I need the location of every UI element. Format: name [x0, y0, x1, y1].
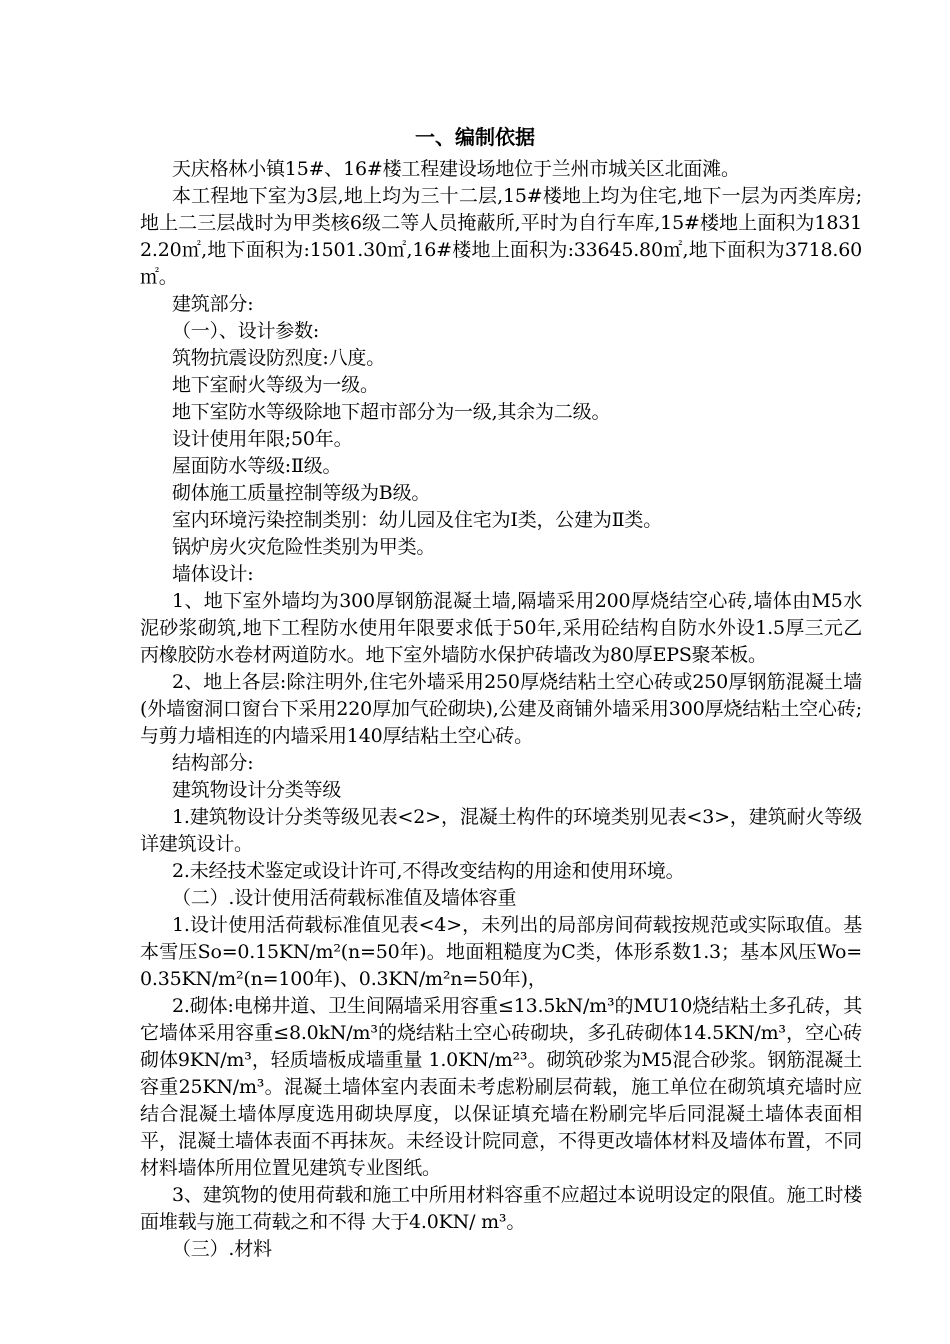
paragraph-basement-walls: 1、地下室外墙均为300厚钢筋混凝土墙,隔墙采用200厚烧结空心砖,墙体由M5水泥砂浆砌筑,地下工程防水使用年限要求低于50年,采用砼结构自防水外设1.5厚三元乙丙橡胶防水卷材两道防水。地下室外墙防水保护砖墙改为80厚EPS聚苯板。	[140, 590, 862, 666]
section-title: 一、编制依据	[415, 125, 535, 149]
paragraph-fire-rating: 地下室耐火等级为一级。	[172, 374, 379, 396]
heading-live-load: （二）.设计使用活荷载标准值及墙体容重	[172, 887, 517, 909]
heading-materials: （三）.材料	[172, 1238, 272, 1260]
paragraph-overview: 本工程地下室为3层,地上均为三十二层,15#楼地上均为住宅,地下一层为丙类库房;地上二三层战时为甲类核6级二等人员掩蔽所,平时为自行车库,15#楼地上面积为18312.20㎡,地下面积为:1501.30㎡,16#楼地上面积为:33645.80㎡,地下面积为3718.60㎡。	[140, 185, 862, 288]
paragraph-boiler-room: 锅炉房火灾危险性类别为甲类。	[172, 536, 436, 558]
heading-architecture: 建筑部分:	[172, 293, 254, 315]
heading-wall-design: 墙体设计:	[172, 563, 254, 585]
heading-structure: 结构部分:	[172, 752, 254, 774]
paragraph-classification-tables: 1.建筑物设计分类等级见表<2>，混凝土构件的环境类别见表<3>，建筑耐火等级详建筑设计。	[140, 806, 862, 855]
paragraph-waterproof-level: 地下室防水等级除地下超市部分为一级,其余为二级。	[172, 401, 611, 423]
heading-design-classification: 建筑物设计分类等级	[172, 779, 342, 801]
paragraph-service-life: 设计使用年限;50年。	[172, 428, 353, 450]
document-body	[140, 156, 862, 1263]
paragraph-above-ground-walls: 2、地上各层:除注明外,住宅外墙采用250厚烧结粘土空心砖或250厚钢筋混凝土墙(外墙窗洞口窗台下采用220厚加气砼砌块),公建及商铺外墙采用300厚烧结粘土空心砖;与剪力墙相连的内墙采用140厚结粘土空心砖。	[140, 671, 862, 747]
paragraph-load-limits: 3、建筑物的使用荷载和施工中所用材料容重不应超过本说明设定的限值。施工时楼面堆载与施工荷载之和不得 大于4.0KN/ m³。	[140, 1184, 862, 1233]
paragraph-live-load-values: 1.设计使用活荷载标准值见表<4>，未列出的局部房间荷载按规范或实际取值。基本雪压So=0.15KN/m²(n=50年)。地面粗糙度为C类，体形系数1.3；基本风压Wo=0.35KN/m²(n=100年)、0.3KN/m²n=50年)，	[140, 914, 862, 990]
paragraph-roof-waterproof: 屋面防水等级:Ⅱ级。	[172, 455, 342, 477]
paragraph-site: 天庆格林小镇15#、16#楼工程建设场地位于兰州市城关区北面滩。	[172, 158, 740, 180]
paragraph-no-change: 2.未经技术鉴定或设计许可,不得改变结构的用途和使用环境。	[172, 860, 685, 882]
paragraph-masonry-quality: 砌体施工质量控制等级为B级。	[172, 482, 431, 504]
heading-design-params: （一）、设计参数:	[172, 320, 320, 342]
paragraph-masonry-weights: 2.砌体:电梯井道、卫生间隔墙采用容重≤13.5kN/m³的MU10烧结粘土多孔砖，其它墙体采用容重≤8.0kN/m³的烧结粘土空心砖砌块，多孔砖砌体14.5KN/m³，空心砖砌体9KN/m³，轻质墙板成墙重量 1.0KN/m²³。砌筑砂浆为M5混合砂浆。钢筋混凝土容重25KN/m³。混凝土墙体室内表面未考虑粉刷层荷载，施工单位在砌筑填充墙时应结合混凝土墙体厚度选用砌块厚度，以保证填充墙在粉刷完毕后同混凝土墙体表面相平，混凝土墙体表面不再抹灰。未经设计院同意，不得更改墙体材料及墙体布置，不同材料墙体所用位置见建筑专业图纸。	[140, 995, 862, 1179]
paragraph-seismic: 筑物抗震设防烈度:八度。	[172, 347, 386, 369]
paragraph-pollution-control: 室内环境污染控制类别：幼儿园及住宅为Ⅰ类，公建为Ⅱ类。	[172, 509, 663, 531]
